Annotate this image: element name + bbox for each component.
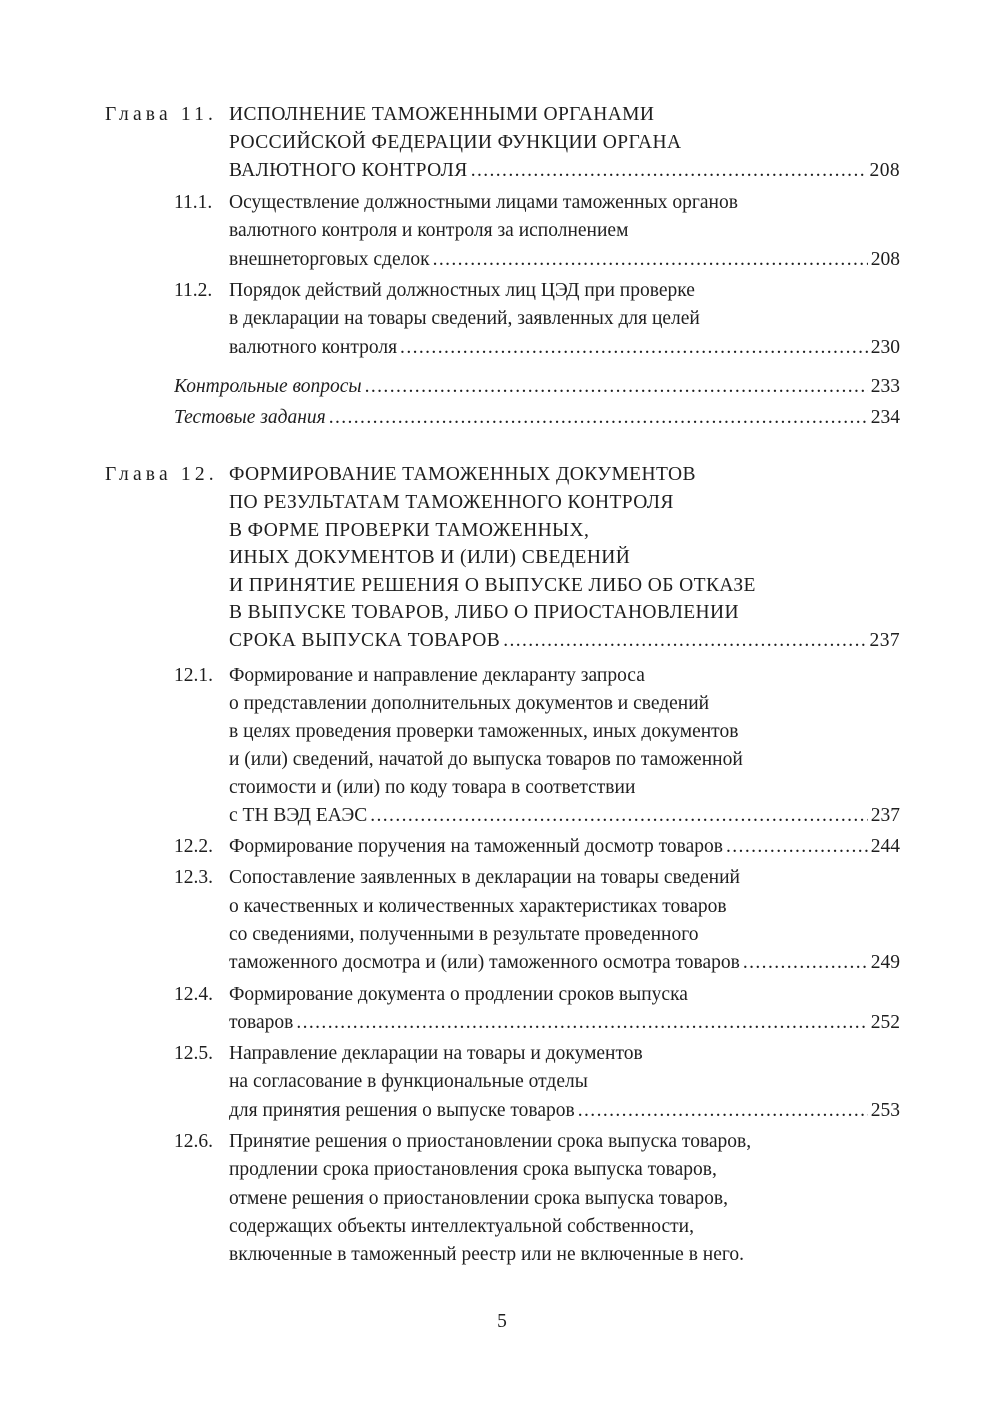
section-11-2-line-2: в декларации на товары сведений, заявленных для целей xyxy=(229,308,700,329)
section-11-1-line-3[interactable]: внешнеторговых сделок ..... 208 xyxy=(229,245,900,274)
page-ref: 234 xyxy=(870,407,900,428)
section-12-6-number: 12.6. xyxy=(174,1131,213,1152)
chapter-12-label: Глава 12. xyxy=(105,464,218,485)
page-ref: 252 xyxy=(870,1012,900,1033)
chapter-12-title-line-5: И ПРИНЯТИЕ РЕШЕНИЯ О ВЫПУСКЕ ЛИБО ОБ ОТКАЗЕ xyxy=(229,575,756,596)
section-12-1-line-6[interactable]: с ТН ВЭД ЕАЭС ..... 237 xyxy=(229,801,900,830)
section-12-6-line-2: продлении срока приостановления срока выпуска товаров, xyxy=(229,1159,717,1180)
page-ref: 233 xyxy=(870,376,900,397)
section-12-3-line-3: со сведениями, полученными в результате проведенного xyxy=(229,924,699,945)
chapter-12-title-line-1: ФОРМИРОВАНИЕ ТАМОЖЕННЫХ ДОКУМЕНТОВ xyxy=(229,464,696,485)
leader-dots xyxy=(726,832,868,861)
chapter-11-title-line-3[interactable]: ВАЛЮТНОГО КОНТРОЛЯ ..... 208 xyxy=(229,156,900,185)
leader-dots xyxy=(433,245,868,274)
section-12-1-line-3: в целях проведения проверки таможенных, иных документов xyxy=(229,721,739,742)
section-11-1-line-1: Осуществление должностными лицами таможенных органов xyxy=(229,192,738,213)
page-ref: 253 xyxy=(870,1100,900,1121)
section-11-2-number: 11.2. xyxy=(174,280,213,301)
section-12-1-line-5: стоимости и (или) по коду товара в соответствии xyxy=(229,777,636,798)
chapter-12-title-line-4: ИНЫХ ДОКУМЕНТОВ И (ИЛИ) СВЕДЕНИЙ xyxy=(229,547,631,568)
page-ref: 230 xyxy=(870,337,900,358)
section-12-4-line-2[interactable]: товаров ..... 252 xyxy=(229,1008,900,1037)
page-ref: 208 xyxy=(869,160,900,181)
section-12-2-line-1[interactable]: Формирование поручения на таможенный досмотр товаров ..... 244 xyxy=(229,832,900,861)
leader-dots xyxy=(503,626,866,655)
section-12-6-line-3: отмене решения о приостановлении срока выпуска товаров, xyxy=(229,1188,728,1209)
section-11-2-line-1: Порядок действий должностных лиц ЦЭД при проверке xyxy=(229,280,695,301)
section-12-2-number: 12.2. xyxy=(174,836,213,857)
leader-dots xyxy=(370,801,868,830)
section-11-1-number: 11.1. xyxy=(174,192,213,213)
section-12-6-line-4: содержащих объекты интеллектуальной собственности, xyxy=(229,1216,694,1237)
chapter-12-title-line-3: В ФОРМЕ ПРОВЕРКИ ТАМОЖЕННЫХ, xyxy=(229,520,590,541)
leader-dots xyxy=(400,333,868,362)
chapter-11-title-line-1: ИСПОЛНЕНИЕ ТАМОЖЕННЫМИ ОРГАНАМИ xyxy=(229,104,655,125)
section-12-1-number: 12.1. xyxy=(174,665,213,686)
chapter-12-title-line-7[interactable]: СРОКА ВЫПУСКА ТОВАРОВ ..... 237 xyxy=(229,626,900,655)
chapter-11-title-line-2: РОССИЙСКОЙ ФЕДЕРАЦИИ ФУНКЦИИ ОРГАНА xyxy=(229,132,682,153)
page-ref: 244 xyxy=(870,836,900,857)
page-ref: 249 xyxy=(870,952,900,973)
section-12-1-line-4: и (или) сведений, начатой до выпуска товаров по таможенной xyxy=(229,749,743,770)
section-12-5-line-3[interactable]: для принятия решения о выпуске товаров ..... 253 xyxy=(229,1096,900,1125)
section-12-3-line-2: о качественных и количественных характеристиках товаров xyxy=(229,896,727,917)
page-ref: 208 xyxy=(870,249,900,270)
section-12-6-line-1: Принятие решения о приостановлении срока выпуска товаров, xyxy=(229,1131,752,1152)
section-12-1-line-1: Формирование и направление декларанту запроса xyxy=(229,665,645,686)
page-number: 5 xyxy=(497,1311,507,1332)
test-tasks-entry[interactable]: Тестовые задания ..... 234 xyxy=(174,403,900,432)
section-12-3-number: 12.3. xyxy=(174,867,213,888)
section-12-5-number: 12.5. xyxy=(174,1043,213,1064)
section-12-3-line-1: Сопоставление заявленных в декларации на товары сведений xyxy=(229,867,740,888)
leader-dots xyxy=(471,156,867,185)
leader-dots xyxy=(365,372,868,401)
leader-dots xyxy=(743,948,868,977)
section-11-2-line-3[interactable]: валютного контроля ..... 230 xyxy=(229,333,900,362)
section-12-4-number: 12.4. xyxy=(174,984,213,1005)
section-12-1-line-2: о представлении дополнительных документов и сведений xyxy=(229,693,710,714)
section-12-5-line-2: на согласование в функциональные отделы xyxy=(229,1071,588,1092)
page-ref: 237 xyxy=(870,805,900,826)
section-11-1-line-2: валютного контроля и контроля за исполнением xyxy=(229,220,629,241)
chapter-12-title-line-6: В ВЫПУСКЕ ТОВАРОВ, ЛИБО О ПРИОСТАНОВЛЕНИИ xyxy=(229,602,739,623)
section-12-6-line-5: включенные в таможенный реестр или не включенные в него. xyxy=(229,1244,744,1265)
chapter-11-label: Глава 11. xyxy=(105,104,218,125)
chapter-12-title-line-2: ПО РЕЗУЛЬТАТАМ ТАМОЖЕННОГО КОНТРОЛЯ xyxy=(229,492,674,513)
section-12-4-line-1: Формирование документа о продлении сроков выпуска xyxy=(229,984,688,1005)
section-12-5-line-1: Направление декларации на товары и документов xyxy=(229,1043,643,1064)
leader-dots xyxy=(329,403,868,432)
leader-dots xyxy=(578,1096,868,1125)
section-12-3-line-4[interactable]: таможенного досмотра и (или) таможенного осмотра товаров ..... 249 xyxy=(229,948,900,977)
page-ref: 237 xyxy=(869,630,900,651)
leader-dots xyxy=(296,1008,867,1037)
control-questions-entry[interactable]: Контрольные вопросы ..... 233 xyxy=(174,372,900,401)
